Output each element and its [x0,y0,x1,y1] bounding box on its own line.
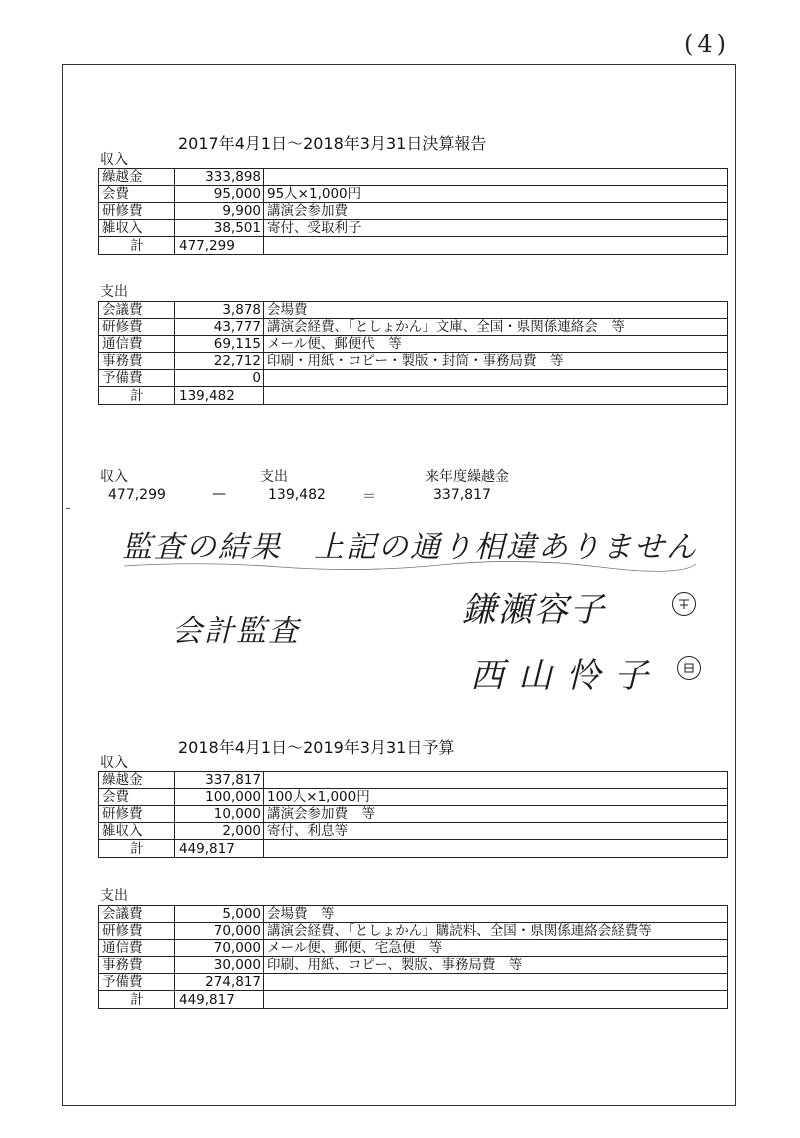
summary-expense-value: 139,482 [268,487,326,503]
note-cell [264,387,728,405]
auditor-1-signature: 鎌瀬容子 [462,590,606,630]
amount-cell: 449,817 [175,991,264,1009]
amount-cell: 95,000 [175,186,264,203]
item-cell: 雑収入 [99,220,175,237]
table-row [99,823,728,840]
table-row [99,203,728,220]
table-row [99,957,728,974]
amount-cell: 139,482 [175,387,264,405]
note-cell: 講演会参加費 [264,203,728,220]
table-row [99,336,728,353]
amount-cell: 30,000 [175,957,264,974]
note-cell [264,991,728,1009]
table-row [99,974,728,991]
summary-income [100,468,166,504]
note-cell: 講演会参加費 等 [264,806,728,823]
note-cell: メール便、郵便、宅急便 等 [264,940,728,957]
note-cell: メール便、郵便代 等 [264,336,728,353]
note-cell [264,974,728,991]
report-expense-label: 支出 [100,284,128,300]
amount-cell: 5,000 [175,906,264,923]
item-cell: 通信費 [99,940,175,957]
table-row [99,169,728,186]
table-row [99,302,728,319]
budget-income-label: 収入 [100,755,128,771]
table-total-row [99,840,728,858]
table-row [99,319,728,336]
summary-carry-label: 来年度繰越金 [425,469,509,485]
item-cell: 雑収入 [99,823,175,840]
amount-cell: 274,817 [175,974,264,991]
margin-mark [66,508,70,509]
table-total-row [99,991,728,1009]
table-row [99,906,728,923]
audit-statement: 監査の結果 上記の通り相違ありません [122,530,698,565]
amount-cell: 70,000 [175,940,264,957]
report-expense-table [98,301,728,405]
note-cell [264,840,728,858]
amount-cell: 477,299 [175,237,264,255]
table-row [99,789,728,806]
table-row [99,940,728,957]
note-cell: 会場費 等 [264,906,728,923]
table-row [99,806,728,823]
note-cell [264,169,728,186]
table-row [99,772,728,789]
amount-cell: 333,898 [175,169,264,186]
note-cell [264,772,728,789]
item-cell: 会議費 [99,906,175,923]
note-cell [264,370,728,387]
note-cell: 講演会経費、「としょかん」購読料、全国・県関係連絡会経費等 [264,923,728,940]
summary-income-label: 収入 [100,469,128,485]
note-cell: 印刷、用紙、コピー、製版、事務局費 等 [264,957,728,974]
table-row [99,370,728,387]
table-total-row [99,387,728,405]
amount-cell: 100,000 [175,789,264,806]
summary-income-value: 477,299 [108,487,166,503]
amount-cell: 3,878 [175,302,264,319]
auditor-1-seal [672,592,696,616]
item-cell: 計 [99,840,175,858]
budget-expense-label: 支出 [100,888,128,904]
note-cell [264,237,728,255]
seal-1-mark [677,597,691,611]
summary-carry-value: 337,817 [433,487,491,503]
report-income-label: 収入 [100,152,128,168]
table-total-row [99,237,728,255]
note-cell: 95人×1,000円 [264,186,728,203]
note-cell: 寄付、利息等 [264,823,728,840]
amount-cell: 0 [175,370,264,387]
amount-cell: 38,501 [175,220,264,237]
amount-cell: 22,712 [175,353,264,370]
item-cell: 計 [99,237,175,255]
amount-cell: 337,817 [175,772,264,789]
summary-expense-label: 支出 [260,469,288,485]
item-cell: 研修費 [99,923,175,940]
item-cell: 繰越金 [99,772,175,789]
summary-expense [260,468,326,504]
amount-cell: 70,000 [175,923,264,940]
item-cell: 事務費 [99,353,175,370]
amount-cell: 2,000 [175,823,264,840]
audit-role: 会計監査 [172,614,300,649]
item-cell: 会費 [99,186,175,203]
amount-cell: 449,817 [175,840,264,858]
note-cell: 会場費 [264,302,728,319]
amount-cell: 10,000 [175,806,264,823]
report-income-table [98,168,728,255]
budget-expense-table [98,905,728,1009]
item-cell: 予備費 [99,974,175,991]
auditor-2-signature: 西山怜子 [470,656,662,696]
report-title: 2017年4月1日～2018年3月31日決算報告 [178,134,487,153]
amount-cell: 43,777 [175,319,264,336]
seal-2-mark [682,661,696,675]
item-cell: 研修費 [99,806,175,823]
item-cell: 会議費 [99,302,175,319]
note-cell: 寄付、受取利子 [264,220,728,237]
table-row [99,353,728,370]
note-cell: 100人×1,000円 [264,789,728,806]
item-cell: 繰越金 [99,169,175,186]
summary-equals: ＝ [362,489,376,505]
budget-income-table [98,771,728,858]
table-row [99,220,728,237]
table-row [99,923,728,940]
item-cell: 通信費 [99,336,175,353]
item-cell: 予備費 [99,370,175,387]
note-cell: 印刷・用紙・コピー・製版・封筒・事務局費 等 [264,353,728,370]
item-cell: 計 [99,387,175,405]
budget-title: 2018年4月1日～2019年3月31日予算 [178,738,455,757]
item-cell: 事務費 [99,957,175,974]
amount-cell: 9,900 [175,203,264,220]
audit-statement-stroke [120,560,700,572]
page-number: (4) [684,30,730,58]
item-cell: 研修費 [99,203,175,220]
summary-carry [425,468,509,504]
summary-minus: — [212,486,226,502]
note-cell: 講演会経費、「としょかん」文庫、全国・県関係連絡会 等 [264,319,728,336]
item-cell: 研修費 [99,319,175,336]
item-cell: 会費 [99,789,175,806]
amount-cell: 69,115 [175,336,264,353]
auditor-2-seal [677,656,701,680]
item-cell: 計 [99,991,175,1009]
table-row [99,186,728,203]
